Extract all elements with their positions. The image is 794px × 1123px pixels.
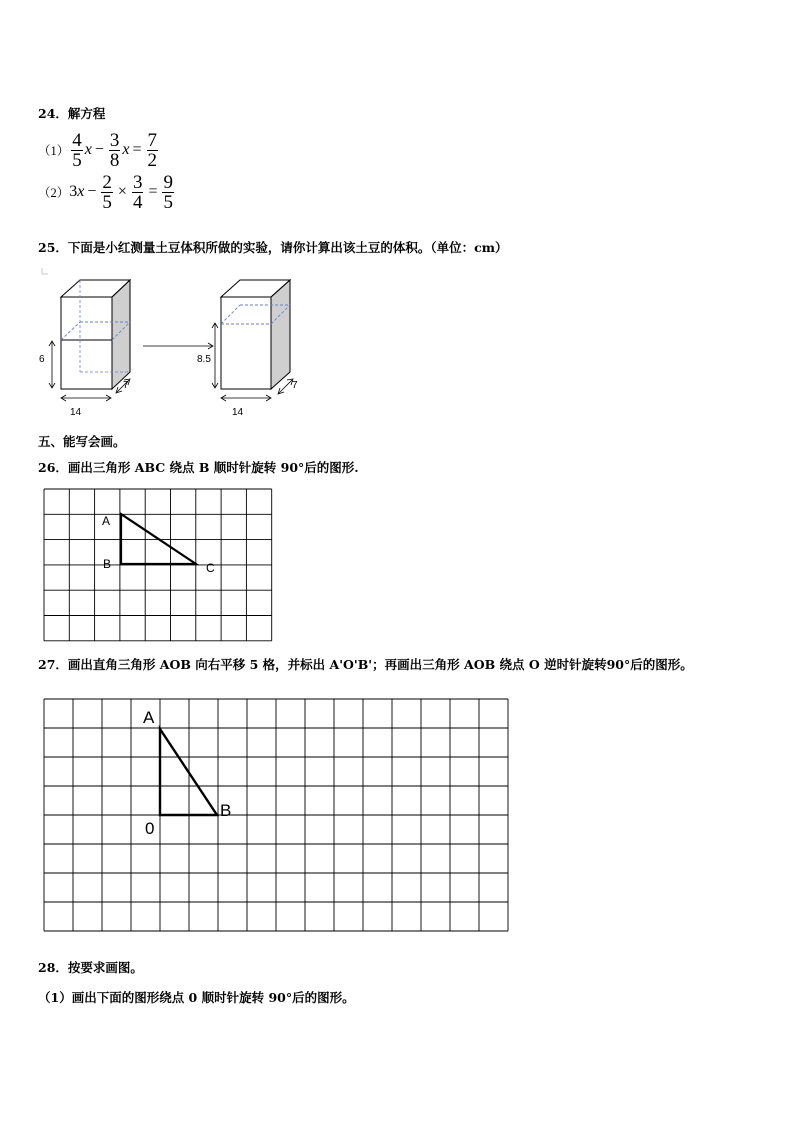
q25-title: 25．下面是小红测量土豆体积所做的实验，请你计算出该土豆的体积。（单位：cm） [38, 240, 508, 255]
q28-sub-question-1: （1）画出下面的图形绕点 0 顺时针旋转 90°后的图形。 [38, 990, 355, 1005]
right-width-label: 14 [232, 407, 244, 418]
point-a-label: A [143, 708, 155, 727]
point-c-label: C [206, 561, 215, 575]
left-width-label: 14 [70, 407, 82, 418]
q24-title: 24．解方程 [38, 106, 106, 121]
q28-title: 28．按要求画图。 [38, 960, 143, 975]
q25-container-diagram [30, 262, 330, 422]
right-height-label: 8.5 [197, 354, 211, 365]
q24-part1-label: （1） [38, 144, 70, 158]
right-container [197, 280, 298, 418]
fraction: $\frac{2}{5}$ [102, 171, 112, 213]
right-depth-label: 7 [292, 380, 298, 391]
q27-title: 27．画出直角三角形 AOB 向右平移 5 格，并标出 A'O'B'；再画出三角形 AOB 绕点 O 逆时针旋转90°后的图形。 [38, 657, 693, 672]
fraction: $\frac{9}{5}$ [163, 171, 173, 213]
point-a-label: A [102, 514, 111, 528]
grid [44, 699, 508, 931]
section-5-title: 五、能写会画。 [38, 434, 126, 449]
fraction: $\frac{3}{8}$ [109, 129, 120, 171]
triangle-abc [121, 514, 196, 564]
q24-equation-1: （1） $\frac{4}{5}$ x − $\frac{3}{8}$ x = $\frac{7}{2}$ [38, 129, 158, 171]
q27-grid-figure [40, 695, 515, 937]
left-container [39, 280, 130, 418]
depth-arrow [279, 380, 292, 393]
point-b-label: B [220, 801, 232, 820]
fraction: $\frac{4}{5}$ [72, 129, 82, 171]
triangle-aob [160, 729, 217, 815]
left-depth-label: 7 [123, 380, 129, 391]
q26-grid-figure [40, 485, 280, 645]
fraction: $\frac{7}{2}$ [147, 129, 158, 171]
left-height-label: 6 [39, 354, 45, 365]
point-b-label: B [103, 557, 112, 571]
q24-part2-label: （2） [38, 186, 70, 200]
fraction: $\frac{3}{4}$ [132, 171, 143, 213]
q26-title: 26．画出三角形 ABC 绕点 B 顺时针旋转 90°后的图形. [38, 460, 359, 475]
point-o-label: 0 [145, 819, 155, 838]
corner-mark [42, 268, 48, 274]
q24-equation-2: （2） 3 x − $\frac{2}{5}$ × $\frac{3}{4}$ = $\frac{9}{5}$ [38, 171, 173, 213]
